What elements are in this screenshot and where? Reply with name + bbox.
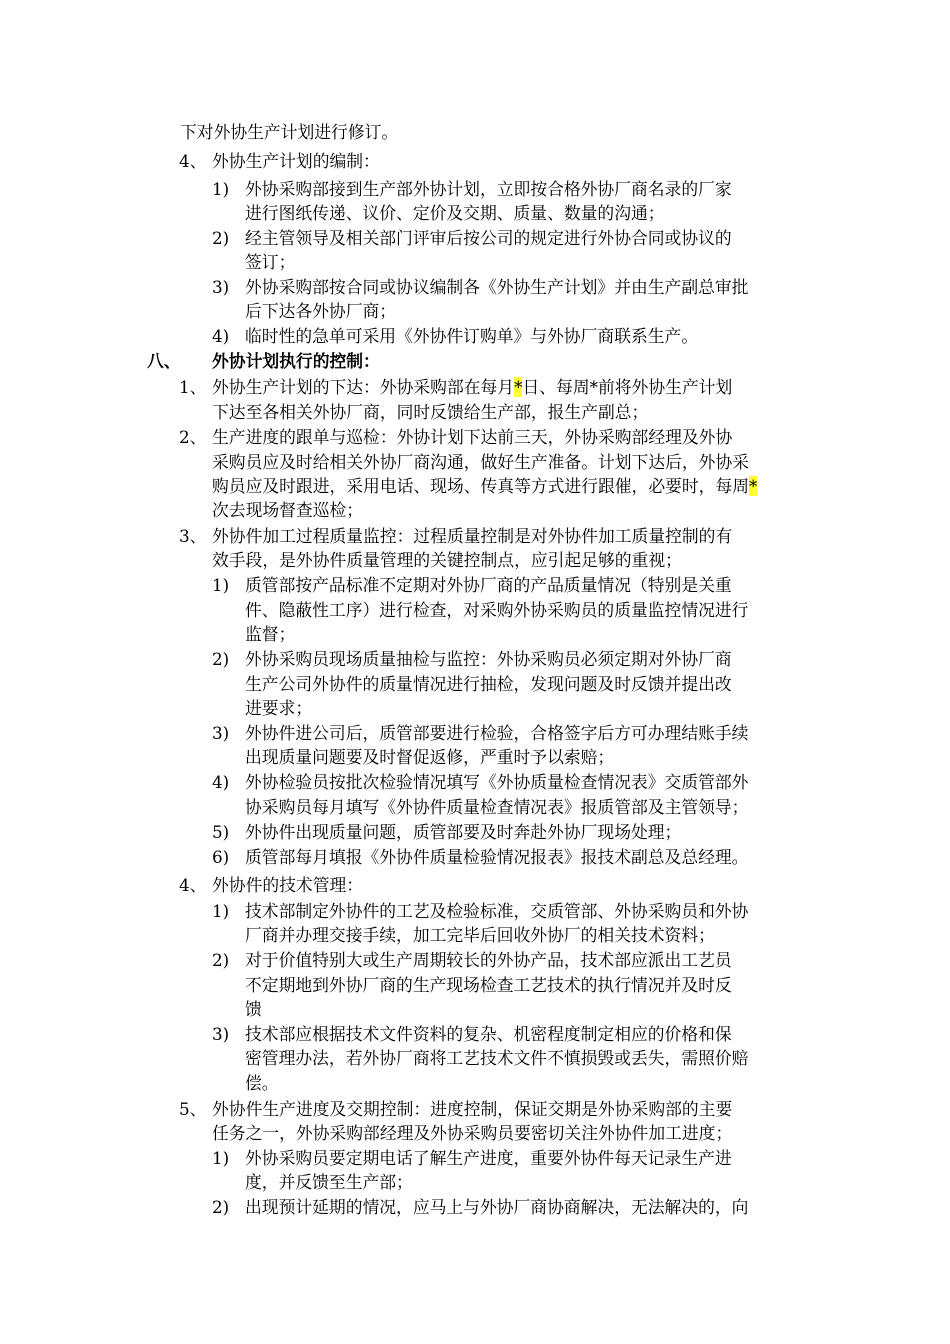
- line-text: 外协件的技术管理：: [212, 875, 364, 895]
- line-text: 下达至各相关外协厂商，同时反馈给生产部，报生产副总；: [212, 402, 649, 422]
- line-text: 次去现场督查巡检；: [212, 500, 364, 520]
- line-text: [212, 375, 732, 399]
- section-title: 外协计划执行的控制：: [212, 351, 380, 371]
- list-number: 2): [212, 1197, 230, 1217]
- list-number: 1): [212, 179, 230, 199]
- line-text: 外协采购员要定期电话了解生产进度，重要外协件每天记录生产进: [245, 1148, 732, 1168]
- line-text: 协采购员每月填写《外协件质量检查情况表》报质管部及主管领导；: [245, 797, 749, 817]
- line-text: 对于价值特别大或生产周期较长的外协产品，技术部应派出工艺员: [245, 950, 732, 970]
- line-text: 监督；: [245, 624, 296, 644]
- line-text: 外协件生产进度及交期控制：进度控制，保证交期是外协采购部的主要: [212, 1099, 733, 1119]
- line-text: 任务之一，外协采购部经理及外协采购员要密切关注外协件加工进度；: [212, 1123, 733, 1143]
- list-number: 2): [212, 228, 230, 248]
- line-text: 件、隐蔽性工序）进行检查，对采购外协采购员的质量监控情况进行: [245, 600, 749, 620]
- line-text: 外协采购部按合同或协议编制各《外协生产计划》并由生产副总审批: [245, 277, 749, 297]
- list-number: 6): [212, 847, 230, 867]
- list-number: 4): [212, 326, 230, 346]
- section-number: 八、: [147, 351, 181, 371]
- line-text: 外协件进公司后，质管部要进行检验，合格签字后方可办理结账手续: [245, 723, 749, 743]
- line-text: 下对外协生产计划进行修订。: [180, 122, 399, 142]
- line-text: 外协采购员现场质量抽检与监控：外协采购员必须定期对外协厂商: [245, 649, 732, 669]
- line-text: 签订；: [245, 252, 296, 272]
- line-text: 效手段，是外协件质量管理的关键控制点，应引起足够的重视；: [212, 550, 682, 570]
- line-text: 质管部按产品标准不定期对外协厂商的产品质量情况（特别是关重: [245, 575, 732, 595]
- line-text: 经主管领导及相关部门评审后按公司的规定进行外协合同或协议的: [245, 228, 732, 248]
- list-number: 4): [212, 772, 230, 792]
- line-text: 外协件出现质量问题，质管部要及时奔赴外协厂现场处理；: [245, 822, 682, 842]
- line-text: 进行图纸传递、议价、定价及交期、质量、数量的沟通；: [245, 203, 665, 223]
- line-text: 生产进度的跟单与巡检：外协计划下达前三天，外协采购部经理及外协: [212, 427, 733, 447]
- list-number: 4、: [179, 875, 207, 895]
- list-number: 5): [212, 822, 230, 842]
- line-text: 外协检验员按批次检验情况填写《外协质量检查情况表》交质管部外: [245, 772, 749, 792]
- line-text: 外协生产计划的编制：: [212, 151, 380, 171]
- line-text: 度，并反馈至生产部；: [245, 1172, 413, 1192]
- line-text: 质管部每月填报《外协件质量检验情况报表》报技术副总及总经理。: [245, 847, 749, 867]
- line-text: 出现质量问题要及时督促返修，严重时予以索赔；: [245, 747, 615, 767]
- line-text: 进要求；: [245, 698, 313, 718]
- line-text: 后下达各外协厂商；: [245, 301, 397, 321]
- list-number: 2): [212, 649, 230, 669]
- line-text: 生产公司外协件的质量情况进行抽检，发现问题及时反馈并提出改: [245, 674, 732, 694]
- list-number: 1): [212, 1148, 230, 1168]
- line-text: 技术部应根据技术文件资料的复杂、机密程度制定相应的价格和保: [245, 1024, 732, 1044]
- list-number: 2、: [179, 427, 207, 447]
- list-number: 4、: [179, 151, 207, 171]
- list-number: 5、: [179, 1099, 207, 1119]
- highlighted-placeholder: *: [749, 476, 758, 496]
- highlighted-placeholder: *: [514, 377, 523, 397]
- line-text: 馈: [245, 999, 262, 1019]
- line-text: 不定期地到外协厂商的生产现场检查工艺技术的执行情况并及时反: [245, 975, 732, 995]
- list-number: 3): [212, 1024, 230, 1044]
- list-number: 1): [212, 575, 230, 595]
- list-number: 3、: [179, 526, 207, 546]
- text-segment: 外协生产计划的下达：外协采购部在每月: [212, 377, 515, 397]
- line-text: 采购员应及时给相关外协厂商沟通，做好生产准备。计划下达后，外协采: [212, 452, 750, 472]
- line-text: 技术部制定外协件的工艺及检验标准，交质管部、外协采购员和外协: [245, 901, 749, 921]
- line-text: 密管理办法，若外协厂商将工艺技术文件不慎损毁或丢失，需照价赔: [245, 1048, 749, 1068]
- line-text: 厂商并办理交接手续，加工完毕后回收外协厂的相关技术资料；: [245, 925, 715, 945]
- line-text: 外协采购部接到生产部外协计划，立即按合格外协厂商名录的厂家: [245, 179, 732, 199]
- list-number: 3): [212, 277, 230, 297]
- list-number: 3): [212, 723, 230, 743]
- line-text: [212, 474, 757, 498]
- text-segment: 日、每周*前将外协生产计划: [522, 377, 733, 397]
- list-number: 1): [212, 901, 230, 921]
- line-text: 出现预计延期的情况，应马上与外协厂商协商解决，无法解决的，向: [245, 1197, 749, 1217]
- list-number: 2): [212, 950, 230, 970]
- text-segment: 购员应及时跟进，采用电话、现场、传真等方式进行跟催，必要时，每周: [212, 476, 750, 496]
- list-number: 1、: [179, 377, 207, 397]
- line-text: 外协件加工过程质量监控：过程质量控制是对外协件加工质量控制的有: [212, 526, 733, 546]
- line-text: 偿。: [245, 1073, 279, 1093]
- line-text: 临时性的急单可采用《外协件订购单》与外协厂商联系生产。: [245, 326, 699, 346]
